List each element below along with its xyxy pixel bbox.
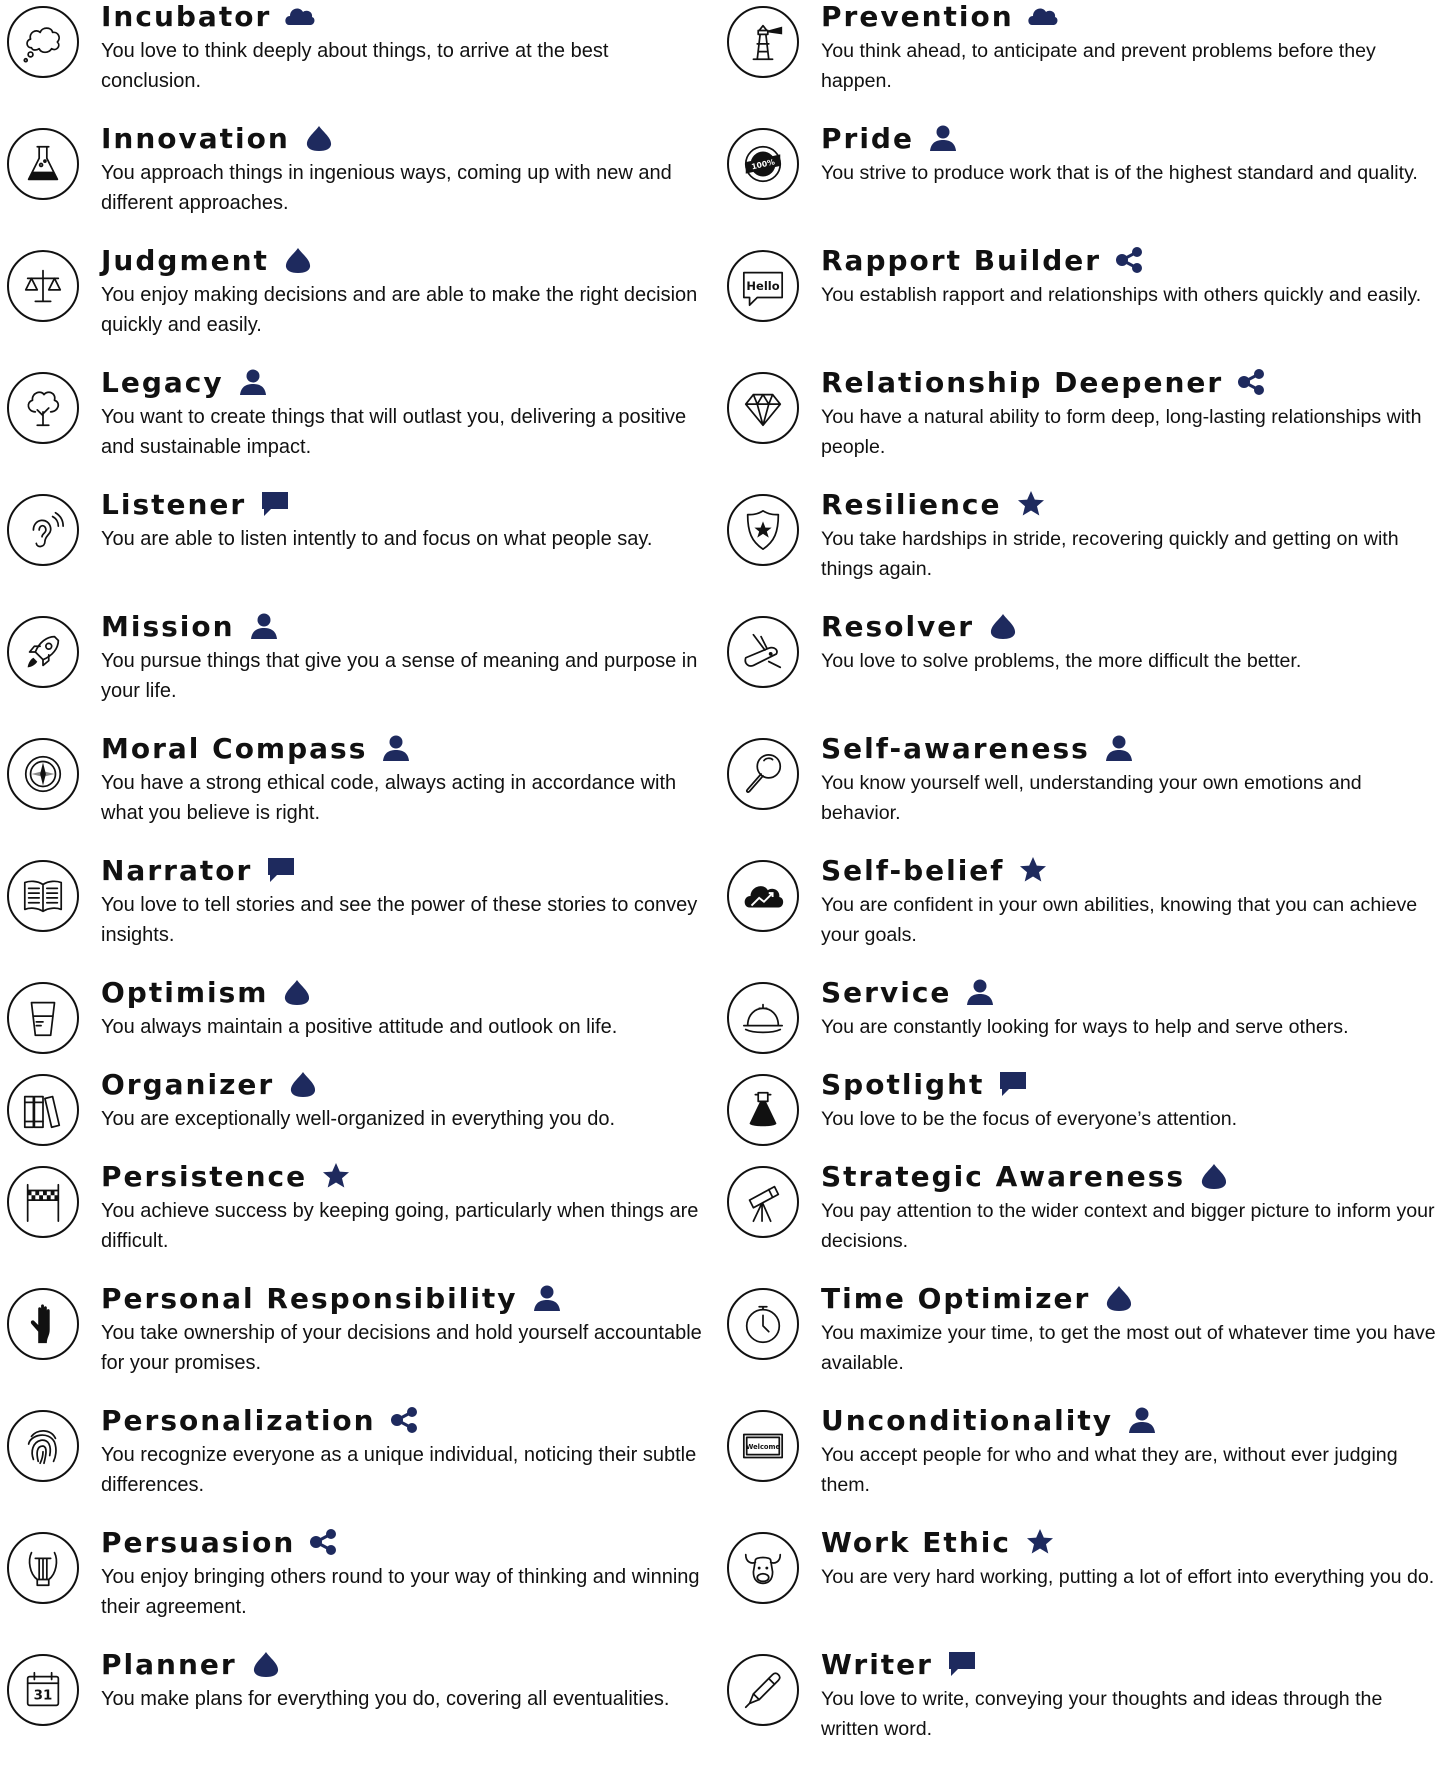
svg-text:100%: 100% xyxy=(750,157,776,172)
ear-icon xyxy=(7,494,79,566)
strength-description: You strive to produce work that is of the highest standard and quality. xyxy=(821,162,1418,184)
cloud-growth-icon xyxy=(727,860,799,932)
share-icon xyxy=(1237,369,1267,395)
hand-mirror-icon xyxy=(727,738,799,810)
strength-description: You recognize everyone as a unique individual, noticing their subtle differences. xyxy=(101,1444,697,1496)
drop-icon xyxy=(282,979,312,1005)
share-icon xyxy=(309,1529,339,1555)
diamond-icon xyxy=(727,372,799,444)
strength-description: You are able to listen intently to and focus on what people say. xyxy=(101,528,653,550)
rocket-icon xyxy=(7,616,79,688)
strength-description: You have a natural ability to form deep, long-lasting relationships with people. xyxy=(821,406,1422,458)
strength-title: Moral Compass xyxy=(101,731,368,765)
drop-icon xyxy=(988,613,1018,639)
strength-description: You approach things in ingenious ways, coming up with new and different approaches. xyxy=(101,162,672,214)
ox-head-icon xyxy=(727,1532,799,1604)
strength-entry-prevention xyxy=(720,0,1444,122)
strength-entry-narrator xyxy=(0,854,720,976)
strength-title-row xyxy=(821,610,1018,642)
strength-description: You are constantly looking for ways to help and serve others. xyxy=(821,1016,1349,1038)
person-icon xyxy=(249,613,279,639)
strength-title-row xyxy=(101,366,268,398)
hello-sign-icon xyxy=(727,250,799,322)
drop-icon xyxy=(1104,1285,1134,1311)
strength-entry-rapport-builder xyxy=(720,244,1444,366)
compass-icon xyxy=(7,738,79,810)
fountain-pen-icon xyxy=(727,1654,799,1726)
open-book-icon xyxy=(7,860,79,932)
shield-star-icon xyxy=(727,494,799,566)
strength-description: You love to write, conveying your thoughts and ideas through the written word. xyxy=(821,1688,1383,1740)
lighthouse-icon xyxy=(727,6,799,78)
strength-title: Persuasion xyxy=(101,1525,296,1559)
quality-badge-icon xyxy=(727,128,799,200)
strength-title-row xyxy=(821,488,1046,520)
strength-title-row xyxy=(101,1526,339,1558)
strength-title-row xyxy=(101,244,313,276)
lyre-icon xyxy=(7,1532,79,1604)
strength-description: You know yourself well, understanding your own emotions and behavior. xyxy=(821,772,1362,824)
strength-title: Personal Responsibility xyxy=(101,1281,518,1315)
strength-title: Narrator xyxy=(101,853,253,887)
strength-title: Rapport Builder xyxy=(821,243,1102,277)
strength-description: You enjoy making decisions and are able to make the right decision quickly and easily. xyxy=(101,284,698,336)
strength-description: You love to tell stories and see the power of these stories to convey insights. xyxy=(101,894,698,946)
svg-text:Hello: Hello xyxy=(746,278,780,293)
drop-icon xyxy=(251,1651,281,1677)
strength-title: Spotlight xyxy=(821,1067,985,1101)
fingerprint-icon xyxy=(7,1410,79,1482)
strength-entry-personal-responsibility xyxy=(0,1282,720,1404)
pocket-knife-icon xyxy=(727,616,799,688)
strength-description: You enjoy bringing others round to your way of thinking and winning their agreement. xyxy=(101,1566,700,1618)
spotlight-icon xyxy=(727,1074,799,1146)
strength-title-row xyxy=(101,1068,318,1100)
share-icon xyxy=(1115,247,1145,273)
strength-title-row xyxy=(101,488,290,520)
strength-title-row xyxy=(101,122,334,154)
strength-title-row xyxy=(821,1648,977,1680)
books-icon xyxy=(7,1074,79,1146)
strength-entry-persuasion xyxy=(0,1526,720,1648)
strength-description: You achieve success by keeping going, particularly when things are difficult. xyxy=(101,1200,699,1252)
star-icon xyxy=(1025,1529,1055,1555)
speech-bubble-icon xyxy=(260,491,290,517)
strength-entry-self-belief xyxy=(720,854,1444,976)
strength-entry-unconditionality xyxy=(720,1404,1444,1526)
strength-entry-pride xyxy=(720,122,1444,244)
strength-entry-resilience xyxy=(720,488,1444,610)
strength-entry-work-ethic xyxy=(720,1526,1444,1648)
strength-title-row xyxy=(821,854,1048,886)
strength-title: Personalization xyxy=(101,1403,376,1437)
person-icon xyxy=(928,125,958,151)
strength-title: Work Ethic xyxy=(821,1525,1011,1559)
share-icon xyxy=(390,1407,420,1433)
drop-icon xyxy=(304,125,334,151)
person-icon xyxy=(381,735,411,761)
strength-title-row xyxy=(101,610,279,642)
strength-entry-listener xyxy=(0,488,720,610)
strength-title: Legacy xyxy=(101,365,224,399)
strength-description: You want to create things that will outlast you, delivering a positive and sustainable impact. xyxy=(101,406,687,458)
raised-hand-icon xyxy=(7,1288,79,1360)
half-glass-icon xyxy=(7,982,79,1054)
strength-title: Organizer xyxy=(101,1067,275,1101)
strength-title: Mission xyxy=(101,609,235,643)
speech-bubble-icon xyxy=(266,857,296,883)
strength-title-row xyxy=(821,1526,1055,1558)
strength-title-row xyxy=(821,122,958,154)
strength-entry-resolver xyxy=(720,610,1444,732)
drop-icon xyxy=(283,247,313,273)
strength-description: You love to be the focus of everyone’s attention. xyxy=(821,1108,1238,1130)
strength-title: Relationship Deepener xyxy=(821,365,1224,399)
speech-bubble-icon xyxy=(998,1071,1028,1097)
strength-title: Prevention xyxy=(821,0,1014,33)
person-icon xyxy=(532,1285,562,1311)
strength-description: You take ownership of your decisions and hold yourself accountable for your promises. xyxy=(101,1322,702,1374)
strength-title-row xyxy=(101,1282,562,1314)
strength-entry-legacy xyxy=(0,366,720,488)
strength-entry-incubator xyxy=(0,0,720,122)
strength-description: You have a strong ethical code, always acting in accordance with what you believe is right. xyxy=(101,772,677,824)
strength-title: Strategic Awareness xyxy=(821,1159,1186,1193)
telescope-icon xyxy=(727,1166,799,1238)
strength-title: Time Optimizer xyxy=(821,1281,1091,1315)
strength-description: You accept people for who and what they are, without ever judging them. xyxy=(821,1444,1398,1496)
strength-description: You maximize your time, to get the most out of whatever time you have available. xyxy=(821,1322,1436,1374)
tree-icon xyxy=(7,372,79,444)
strength-title: Unconditionality xyxy=(821,1403,1113,1437)
strength-title-row xyxy=(821,1282,1134,1314)
strength-description: You are exceptionally well-organized in everything you do. xyxy=(101,1108,616,1130)
strength-title: Innovation xyxy=(101,121,290,155)
star-icon xyxy=(1018,857,1048,883)
strength-title: Judgment xyxy=(101,243,269,277)
speech-bubble-icon xyxy=(947,1651,977,1677)
welcome-mat-icon xyxy=(727,1410,799,1482)
strength-entry-personalization xyxy=(0,1404,720,1526)
drop-icon xyxy=(1199,1163,1229,1189)
strength-description: You are confident in your own abilities, knowing that you can achieve your goals. xyxy=(821,894,1418,946)
svg-text:Welcome: Welcome xyxy=(745,1442,781,1451)
strength-title: Resolver xyxy=(821,609,975,643)
strength-entry-planner xyxy=(0,1648,720,1770)
strength-title-row xyxy=(101,854,296,886)
scales-icon xyxy=(7,250,79,322)
strength-entry-writer xyxy=(720,1648,1444,1770)
strength-entry-judgment xyxy=(0,244,720,366)
clock-icon xyxy=(727,1288,799,1360)
strength-description: You are very hard working, putting a lot of effort into everything you do. xyxy=(821,1566,1435,1588)
strength-title-row xyxy=(821,976,995,1008)
drop-icon xyxy=(288,1071,318,1097)
strength-title-row xyxy=(101,1160,351,1192)
strength-description: You think ahead, to anticipate and prevent problems before they happen. xyxy=(821,40,1376,92)
cloud-icon xyxy=(1028,3,1058,29)
strength-entry-innovation xyxy=(0,122,720,244)
strength-description: You love to solve problems, the more difficult the better. xyxy=(821,650,1302,672)
person-icon xyxy=(965,979,995,1005)
strength-description: You always maintain a positive attitude and outlook on life. xyxy=(101,1016,618,1038)
strength-entry-time-optimizer xyxy=(720,1282,1444,1404)
cloud-icon xyxy=(285,3,315,29)
strength-title: Self-awareness xyxy=(821,731,1090,765)
strength-title-row xyxy=(821,366,1267,398)
strength-description: You establish rapport and relationships with others quickly and easily. xyxy=(821,284,1422,306)
strength-entry-strategic-awareness xyxy=(720,1160,1444,1282)
strength-title-row xyxy=(101,976,312,1008)
star-icon xyxy=(321,1163,351,1189)
strength-description: You pursue things that give you a sense of meaning and purpose in your life. xyxy=(101,650,698,702)
star-icon xyxy=(1016,491,1046,517)
strength-title-row xyxy=(821,1160,1229,1192)
strength-description: You pay attention to the wider context and bigger picture to inform your decisions. xyxy=(821,1200,1435,1252)
flask-icon xyxy=(7,128,79,200)
strength-title-row xyxy=(101,0,315,32)
strength-title-row xyxy=(101,1404,420,1436)
strength-title: Persistence xyxy=(101,1159,308,1193)
strength-entry-persistence xyxy=(0,1160,720,1282)
strength-title: Planner xyxy=(101,1647,237,1681)
strength-title-row xyxy=(821,244,1145,276)
strength-title: Listener xyxy=(101,487,247,521)
strength-title-row xyxy=(101,732,411,764)
svg-text:31: 31 xyxy=(33,1688,53,1704)
cloche-icon xyxy=(727,982,799,1054)
strength-entry-self-awareness xyxy=(720,732,1444,854)
person-icon xyxy=(1127,1407,1157,1433)
strength-title: Pride xyxy=(821,121,914,155)
strength-entry-relationship-deepener xyxy=(720,366,1444,488)
strength-title: Service xyxy=(821,975,952,1009)
finish-line-icon xyxy=(7,1166,79,1238)
strength-entry-moral-compass xyxy=(0,732,720,854)
strength-entry-mission xyxy=(0,610,720,732)
strength-title-row xyxy=(821,1068,1028,1100)
strength-title-row xyxy=(821,0,1058,32)
strength-title: Self-belief xyxy=(821,853,1005,887)
person-icon xyxy=(1104,735,1134,761)
thought-bubble-icon xyxy=(7,6,79,78)
strength-title: Writer xyxy=(821,1647,933,1681)
strength-title-row xyxy=(101,1648,281,1680)
strength-title: Incubator xyxy=(101,0,272,33)
strength-description: You love to think deeply about things, to arrive at the best conclusion. xyxy=(101,40,609,92)
strength-description: You make plans for everything you do, covering all eventualities. xyxy=(101,1688,670,1710)
strength-title: Resilience xyxy=(821,487,1002,521)
person-icon xyxy=(238,369,268,395)
calendar-icon xyxy=(7,1654,79,1726)
strength-description: You take hardships in stride, recovering quickly and getting on with things again. xyxy=(821,528,1399,580)
strength-title-row xyxy=(821,732,1134,764)
strength-title-row xyxy=(821,1404,1157,1436)
strength-title: Optimism xyxy=(101,975,269,1009)
